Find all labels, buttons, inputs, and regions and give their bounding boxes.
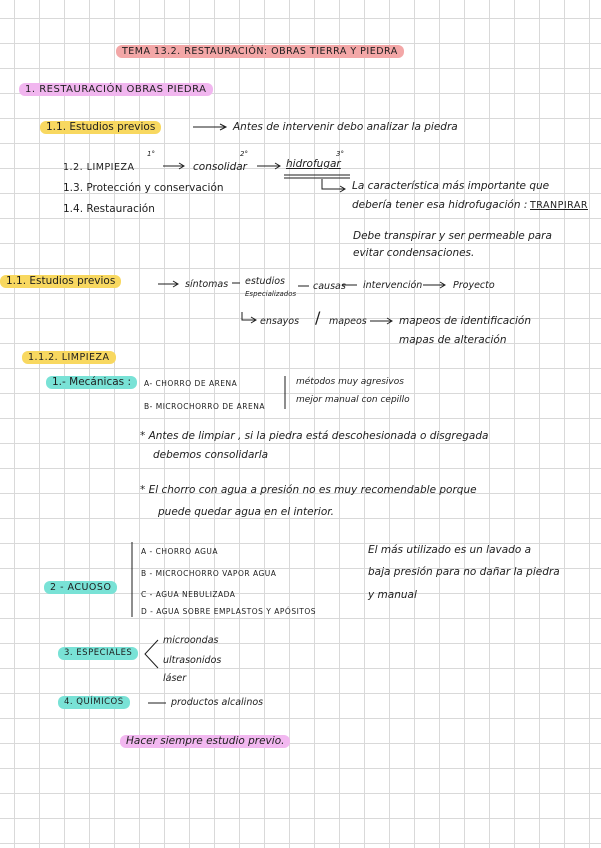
acuoso-note-1: El más utilizado es un lavado a: [368, 544, 532, 556]
flow-mapeos: mapeos: [329, 316, 367, 327]
acuoso-option-a: A - CHORRO AGUA: [141, 547, 219, 556]
outline-limpieza: 1.2. LIMPIEZA: [63, 162, 135, 173]
flow-causas: causas: [313, 281, 346, 292]
order-number-2: 2°: [240, 150, 248, 158]
flow-estudios: estudios: [245, 276, 285, 287]
flow-slash: /: [315, 308, 321, 327]
acuoso-note-2: baja presión para no dañar la piedra: [368, 566, 560, 578]
flow-intervencion: intervención: [363, 280, 423, 291]
acuoso-option-d: D - AGUA SOBRE EMPLASTOS Y APÓSITOS: [141, 607, 317, 616]
flow-mapas-alteracion: mapas de alteración: [399, 334, 507, 346]
acuoso-note-3: y manual: [368, 589, 417, 601]
arrow-intervencion-proyecto: [423, 282, 445, 288]
especiales-laser: láser: [163, 673, 187, 684]
mecanicas-note-1: métodos muy agresivos: [296, 377, 404, 387]
mecanicas-option-a: A- CHORRO DE ARENA: [144, 379, 238, 388]
flow-sintomas: síntomas: [185, 279, 229, 290]
flow-ensayos: ensayos: [260, 316, 300, 327]
method-especiales: 3. ESPECIALES: [58, 647, 138, 660]
outline-proteccion: 1.3. Protección y conservación: [63, 182, 224, 194]
arrow-ensayos: [242, 312, 256, 323]
arrow-limpieza-consolidar: [163, 163, 184, 169]
arrow-hidro-note: [322, 179, 345, 192]
method-quimicos: 4. QUÍMICOS: [58, 696, 130, 709]
acuoso-option-c: C - AGUA NEBULIZADA: [141, 590, 236, 599]
mecanicas-note-2: mejor manual con cepillo: [296, 395, 410, 405]
transpirar-note-line1: Debe transpirar y ser permeable para: [353, 230, 552, 242]
section-heading: 1. RESTAURACIÓN OBRAS PIEDRA: [19, 83, 213, 96]
hidro-note-keyword: TRANPIRAR: [530, 200, 588, 211]
outline-restauracion: 1.4. Restauración: [63, 203, 155, 215]
method-mecanicas: 1.- Mecánicas :: [46, 376, 137, 389]
heading-limpieza: 1.1.2. LIMPIEZA: [22, 351, 116, 364]
flow-proyecto: Proyecto: [453, 280, 495, 291]
arrow-estudios: [193, 124, 226, 130]
note-antes-line1: * Antes de limpiar , si la piedra está descohesionada o disgregada: [140, 430, 489, 442]
note-chorro-line2: puede quedar agua en el interior.: [158, 506, 334, 518]
estudios-arrow-text: Antes de intervenir debo analizar la piedra: [233, 121, 458, 133]
arrow-flow-sintomas: [158, 281, 178, 287]
transpirar-note-line2: evitar condensaciones.: [353, 247, 475, 259]
hidro-note-line1: La característica más importante que: [352, 180, 550, 192]
especiales-microondas: microondas: [163, 635, 219, 646]
hidro-note-line2: debería tener esa hidrofugación :: [352, 199, 528, 211]
acuoso-option-b: B - MICROCHORRO VAPOR AGUA: [141, 569, 277, 578]
flow-mapeos-identificacion: mapeos de identificación: [399, 315, 531, 327]
note-antes-line2: debemos consolidarla: [153, 449, 269, 461]
heading-estudios-previos: 1.1. Estudios previos: [40, 121, 161, 134]
final-note: Hacer siempre estudio previo.: [120, 735, 290, 748]
arrow-mapeos: [370, 318, 392, 324]
note-chorro-line1: * El chorro con agua a presión no es muy recomendable porque: [140, 484, 477, 496]
order-number-3: 3°: [336, 150, 344, 158]
page-title: TEMA 13.2. RESTAURACIÓN: OBRAS TIERRA Y PIEDRA: [116, 45, 404, 58]
flow-especializados: Especializados: [245, 290, 297, 298]
bracket-especiales: [145, 640, 158, 668]
arrow-consolidar-hidrofugar: [257, 163, 280, 169]
outline-consolidar: consolidar: [193, 161, 247, 173]
quimicos-note: productos alcalinos: [171, 697, 264, 708]
especiales-ultrasonidos: ultrasonidos: [163, 655, 222, 666]
method-acuoso: 2 - ACUOSO: [44, 581, 117, 594]
outline-hidrofugar: hidrofugar: [286, 158, 341, 170]
heading-estudios-flow: 1.1. Estudios previos: [0, 275, 121, 288]
order-number-1: 1°: [147, 150, 155, 158]
mecanicas-option-b: B- MICROCHORRO DE ARENA: [144, 402, 265, 411]
